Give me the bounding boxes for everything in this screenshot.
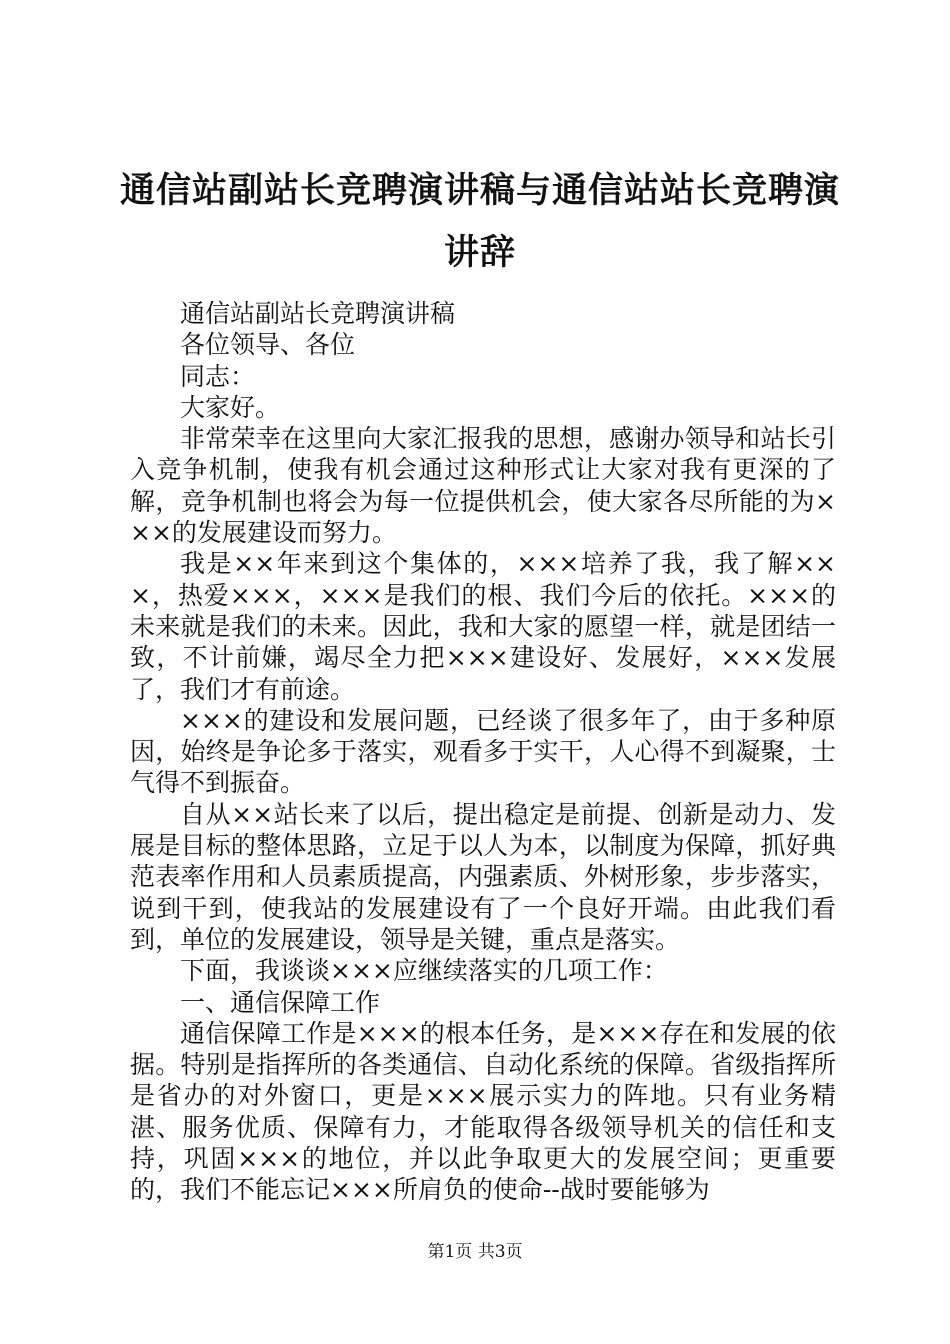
paragraph-heading: 通信站副站长竞聘演讲稿 [180, 299, 456, 328]
paragraph-salutation: 各位领导、各位 [180, 330, 356, 360]
paragraph: 自从××站长来了以后，提出稳定是前提、创新是动力、发展是目标的整体思路，立足于以人为本，以制度为保障，抓好典范表率作用和人员素质提高，内强素质、外树形象，步步落实，说到干到，使我站的发展建设有了一个良好开端。由此我们看到，单位的发展建设，领导是关键，重点是落实。 [130, 799, 836, 954]
paragraph: 我是××年来到这个集体的，×××培养了我，我了解×××，热爱×××，×××是我们的根、我们今后的依托。×××的未来就是我们的未来。因此，我和大家的愿望一样，就是团结一致，不计前嫌，竭尽全力把×××建设好、发展好，×××发展了，我们才有前途。 [130, 549, 836, 704]
paragraph: 通信保障工作是×××的根本任务，是×××存在和发展的依据。特别是指挥所的各类通信、自动化系统的保障。省级指挥所是省办的对外窗口，更是×××展示实力的阵地。只有业务精湛、服务优质、保障有力，才能取得各级领导机关的信任和支持，巩固×××的地位，并以此争取更大的发展空间；更重要的，我们不能忘记×××所肩负的使命--战时要能够为 [130, 1018, 836, 1205]
paragraph: 下面，我谈谈×××应继续落实的几项工作： [180, 956, 668, 986]
document-title: 通信站副站长竞聘演讲稿与通信站站长竞聘演讲辞 [120, 170, 841, 273]
paragraph: ×××的建设和发展问题，已经谈了很多年了，由于多种原因，始终是争论多于落实，观看多于实干，人心得不到凝聚，士气得不到振奋。 [130, 705, 836, 798]
paragraph: 非常荣幸在这里向大家汇报我的思想，感谢办领导和站长引入竞争机制，使我有机会通过这种形式让大家对我有更深的了解，竞争机制也将会为每一位提供机会，使大家各尽所能的为×××的发展建设而努力。 [130, 424, 836, 548]
page-number-footer: 第1页 共3页 [427, 1242, 523, 1262]
paragraph-salutation-cont: 同志： [180, 361, 256, 391]
document-body [130, 298, 836, 1206]
paragraph-greeting: 大家好。 [180, 392, 281, 422]
section-heading: 一、通信保障工作 [180, 987, 381, 1017]
